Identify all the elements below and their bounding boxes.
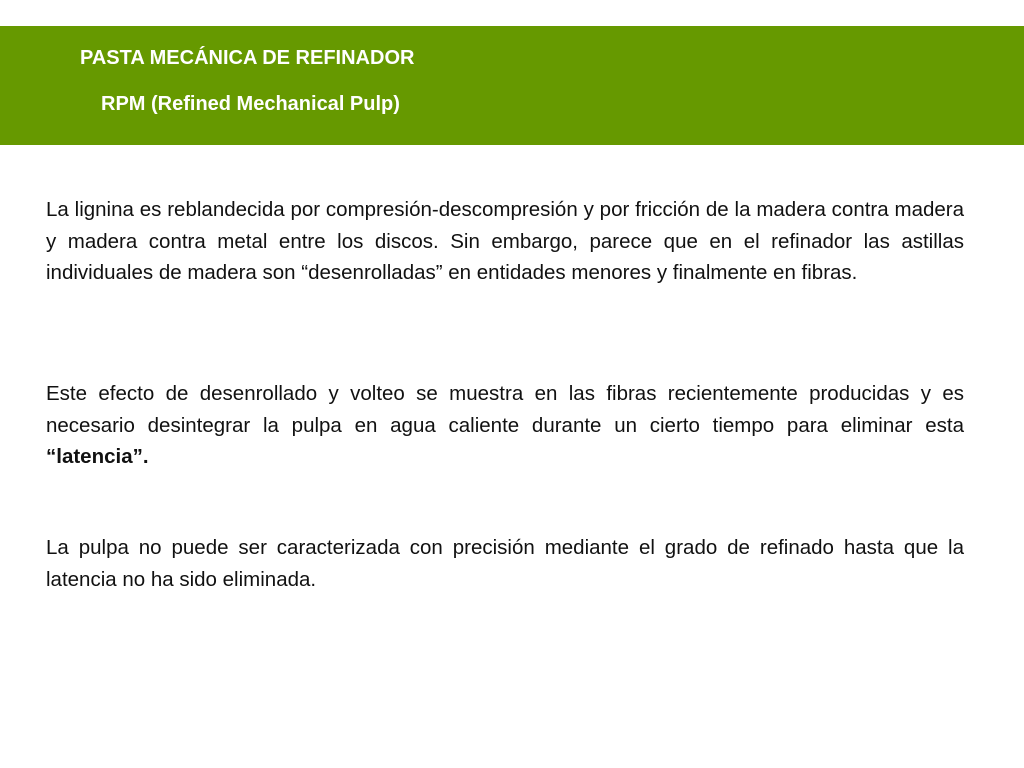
paragraph-latency [46, 378, 964, 473]
header-band [0, 26, 1024, 145]
slide-title: PASTA MECÁNICA DE REFINADOR [80, 47, 415, 69]
paragraph-characterization: La pulpa no puede ser caracterizada con precisión mediante el grado de refinado hasta que la latencia no ha sido eliminada. [46, 536, 964, 591]
slide-subtitle: RPM (Refined Mechanical Pulp) [101, 93, 400, 115]
latency-emphasis: “latencia”. [46, 445, 149, 468]
paragraph-latency-text: Este efecto de desenrollado y volteo se muestra en las fibras recientemente producidas y es necesario desintegrar la pulpa en agua caliente durante un cierto tiempo para eliminar esta [46, 382, 964, 437]
paragraph-lignin: La lignina es reblandecida por compresión-descompresión y por fricción de la madera contra madera y madera contra metal entre los discos. Sin embargo, parece que en el refinador las astillas individuales de madera son “desenrolladas” en entidades menores y finalmente en fibras. [46, 198, 964, 284]
